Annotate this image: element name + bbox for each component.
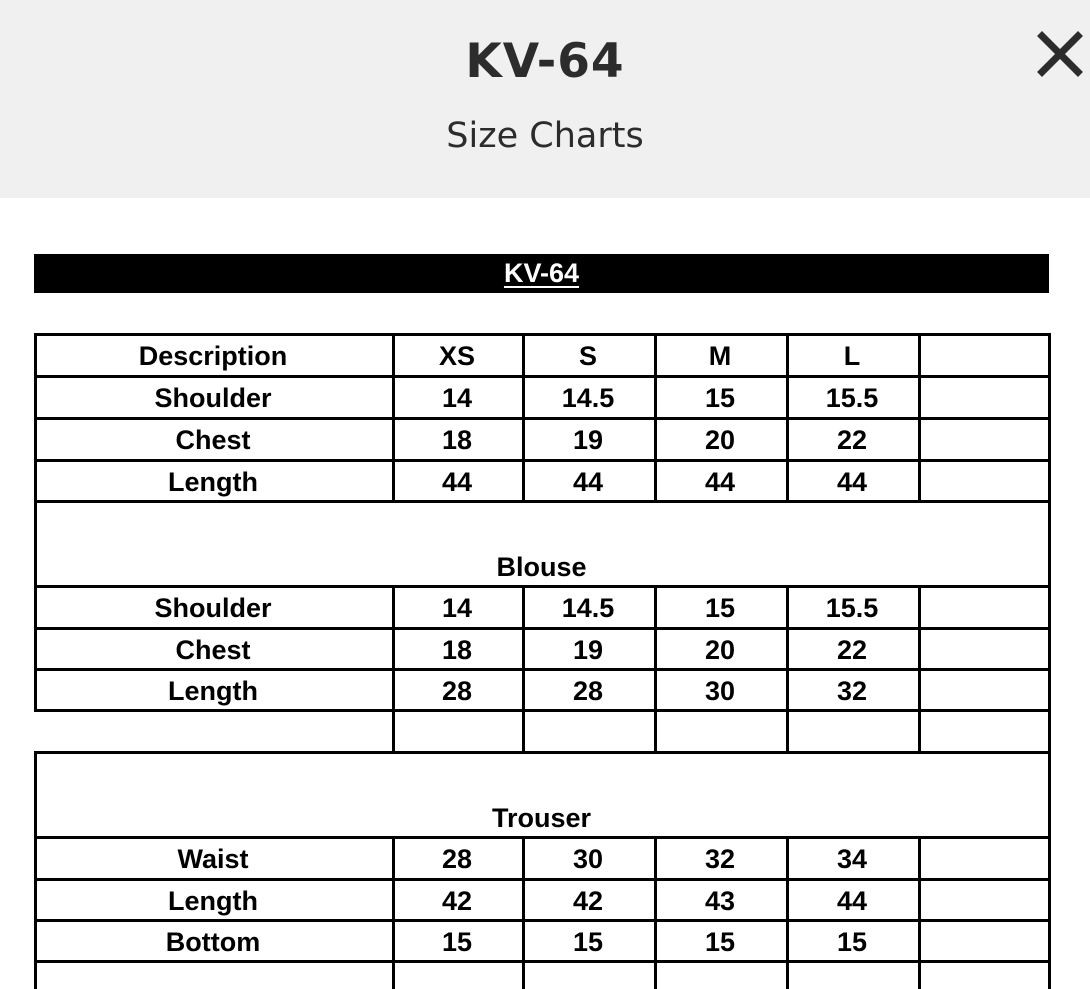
table-grid-line: [392, 709, 395, 754]
table-grid-line: [34, 751, 1051, 754]
table-cell: 15: [704, 927, 736, 957]
row-label: Chest: [175, 635, 251, 665]
table-grid-line: [1048, 333, 1051, 503]
table-cell: 44: [836, 467, 868, 497]
table-grid-line: [918, 333, 921, 503]
table-grid-line: [392, 960, 395, 989]
modal-header: [0, 0, 1090, 198]
table-cell: 14: [441, 383, 473, 413]
table-grid-line: [786, 709, 789, 754]
column-header-description: Description: [138, 341, 288, 371]
table-grid-line: [522, 960, 525, 989]
table-cell: 14: [441, 593, 473, 623]
section-title: Blouse: [496, 552, 587, 582]
table-cell: 30: [572, 844, 604, 874]
table-grid-line: [786, 960, 789, 989]
table-grid-line: [918, 709, 921, 754]
table-cell: 15.5: [825, 593, 879, 623]
table-cell: 44: [704, 467, 736, 497]
table-cell: 15: [704, 593, 736, 623]
table-cell: 30: [704, 676, 736, 706]
table-grid-line: [918, 585, 921, 712]
column-header-size: S: [578, 341, 597, 371]
close-button[interactable]: [1034, 28, 1086, 80]
row-label: Length: [168, 886, 258, 916]
section-title: Trouser: [491, 803, 592, 833]
table-cell: 15: [704, 383, 736, 413]
table-grid-line: [1048, 709, 1051, 754]
column-header-size: XS: [438, 341, 476, 371]
table-cell: 32: [836, 676, 868, 706]
table-cell: 22: [836, 635, 868, 665]
table-grid-line: [1048, 836, 1051, 963]
table-grid-line: [654, 960, 657, 989]
table-cell: 14.5: [561, 593, 615, 623]
modal-title: KV-64: [465, 34, 625, 89]
row-label: Waist: [177, 844, 249, 874]
table-cell: 22: [836, 425, 868, 455]
table-cell: 44: [441, 467, 473, 497]
row-label: Length: [168, 467, 258, 497]
table-cell: 42: [441, 886, 473, 916]
size-chart-title-text: KV-64: [503, 258, 580, 288]
table-cell: 28: [441, 676, 473, 706]
table-cell: 28: [441, 844, 473, 874]
column-header-size: L: [843, 341, 861, 371]
table-grid-line: [522, 709, 525, 754]
table-cell: 15: [441, 927, 473, 957]
table-cell: 43: [704, 886, 736, 916]
row-label: Shoulder: [154, 383, 272, 413]
table-cell: 15.5: [825, 383, 879, 413]
table-grid-line: [1048, 960, 1051, 989]
row-label: Shoulder: [154, 593, 272, 623]
column-header-size: M: [708, 341, 732, 371]
row-label: Length: [168, 676, 258, 706]
table-grid-line: [918, 960, 921, 989]
table-cell: 18: [441, 635, 473, 665]
table-cell: 19: [572, 635, 604, 665]
table-cell: 18: [441, 425, 473, 455]
table-grid-line: [654, 709, 657, 754]
table-grid-line: [1048, 585, 1051, 712]
row-label: Chest: [175, 425, 251, 455]
table-cell: 28: [572, 676, 604, 706]
table-cell: 14.5: [561, 383, 615, 413]
row-label: Bottom: [165, 927, 261, 957]
size-chart: [0, 198, 1090, 989]
table-cell: 19: [572, 425, 604, 455]
table-cell: 15: [836, 927, 868, 957]
table-cell: 15: [572, 927, 604, 957]
size-chart-title: [34, 254, 1049, 293]
table-grid-line: [918, 836, 921, 963]
close-icon: [1034, 28, 1086, 80]
table-cell: 20: [704, 425, 736, 455]
table-cell: 32: [704, 844, 736, 874]
table-cell: 20: [704, 635, 736, 665]
table-cell: 42: [572, 886, 604, 916]
table-cell: 44: [572, 467, 604, 497]
table-grid-line: [34, 960, 37, 989]
table-cell: 44: [836, 886, 868, 916]
modal-subtitle: Size Charts: [446, 116, 644, 156]
table-cell: 34: [836, 844, 868, 874]
